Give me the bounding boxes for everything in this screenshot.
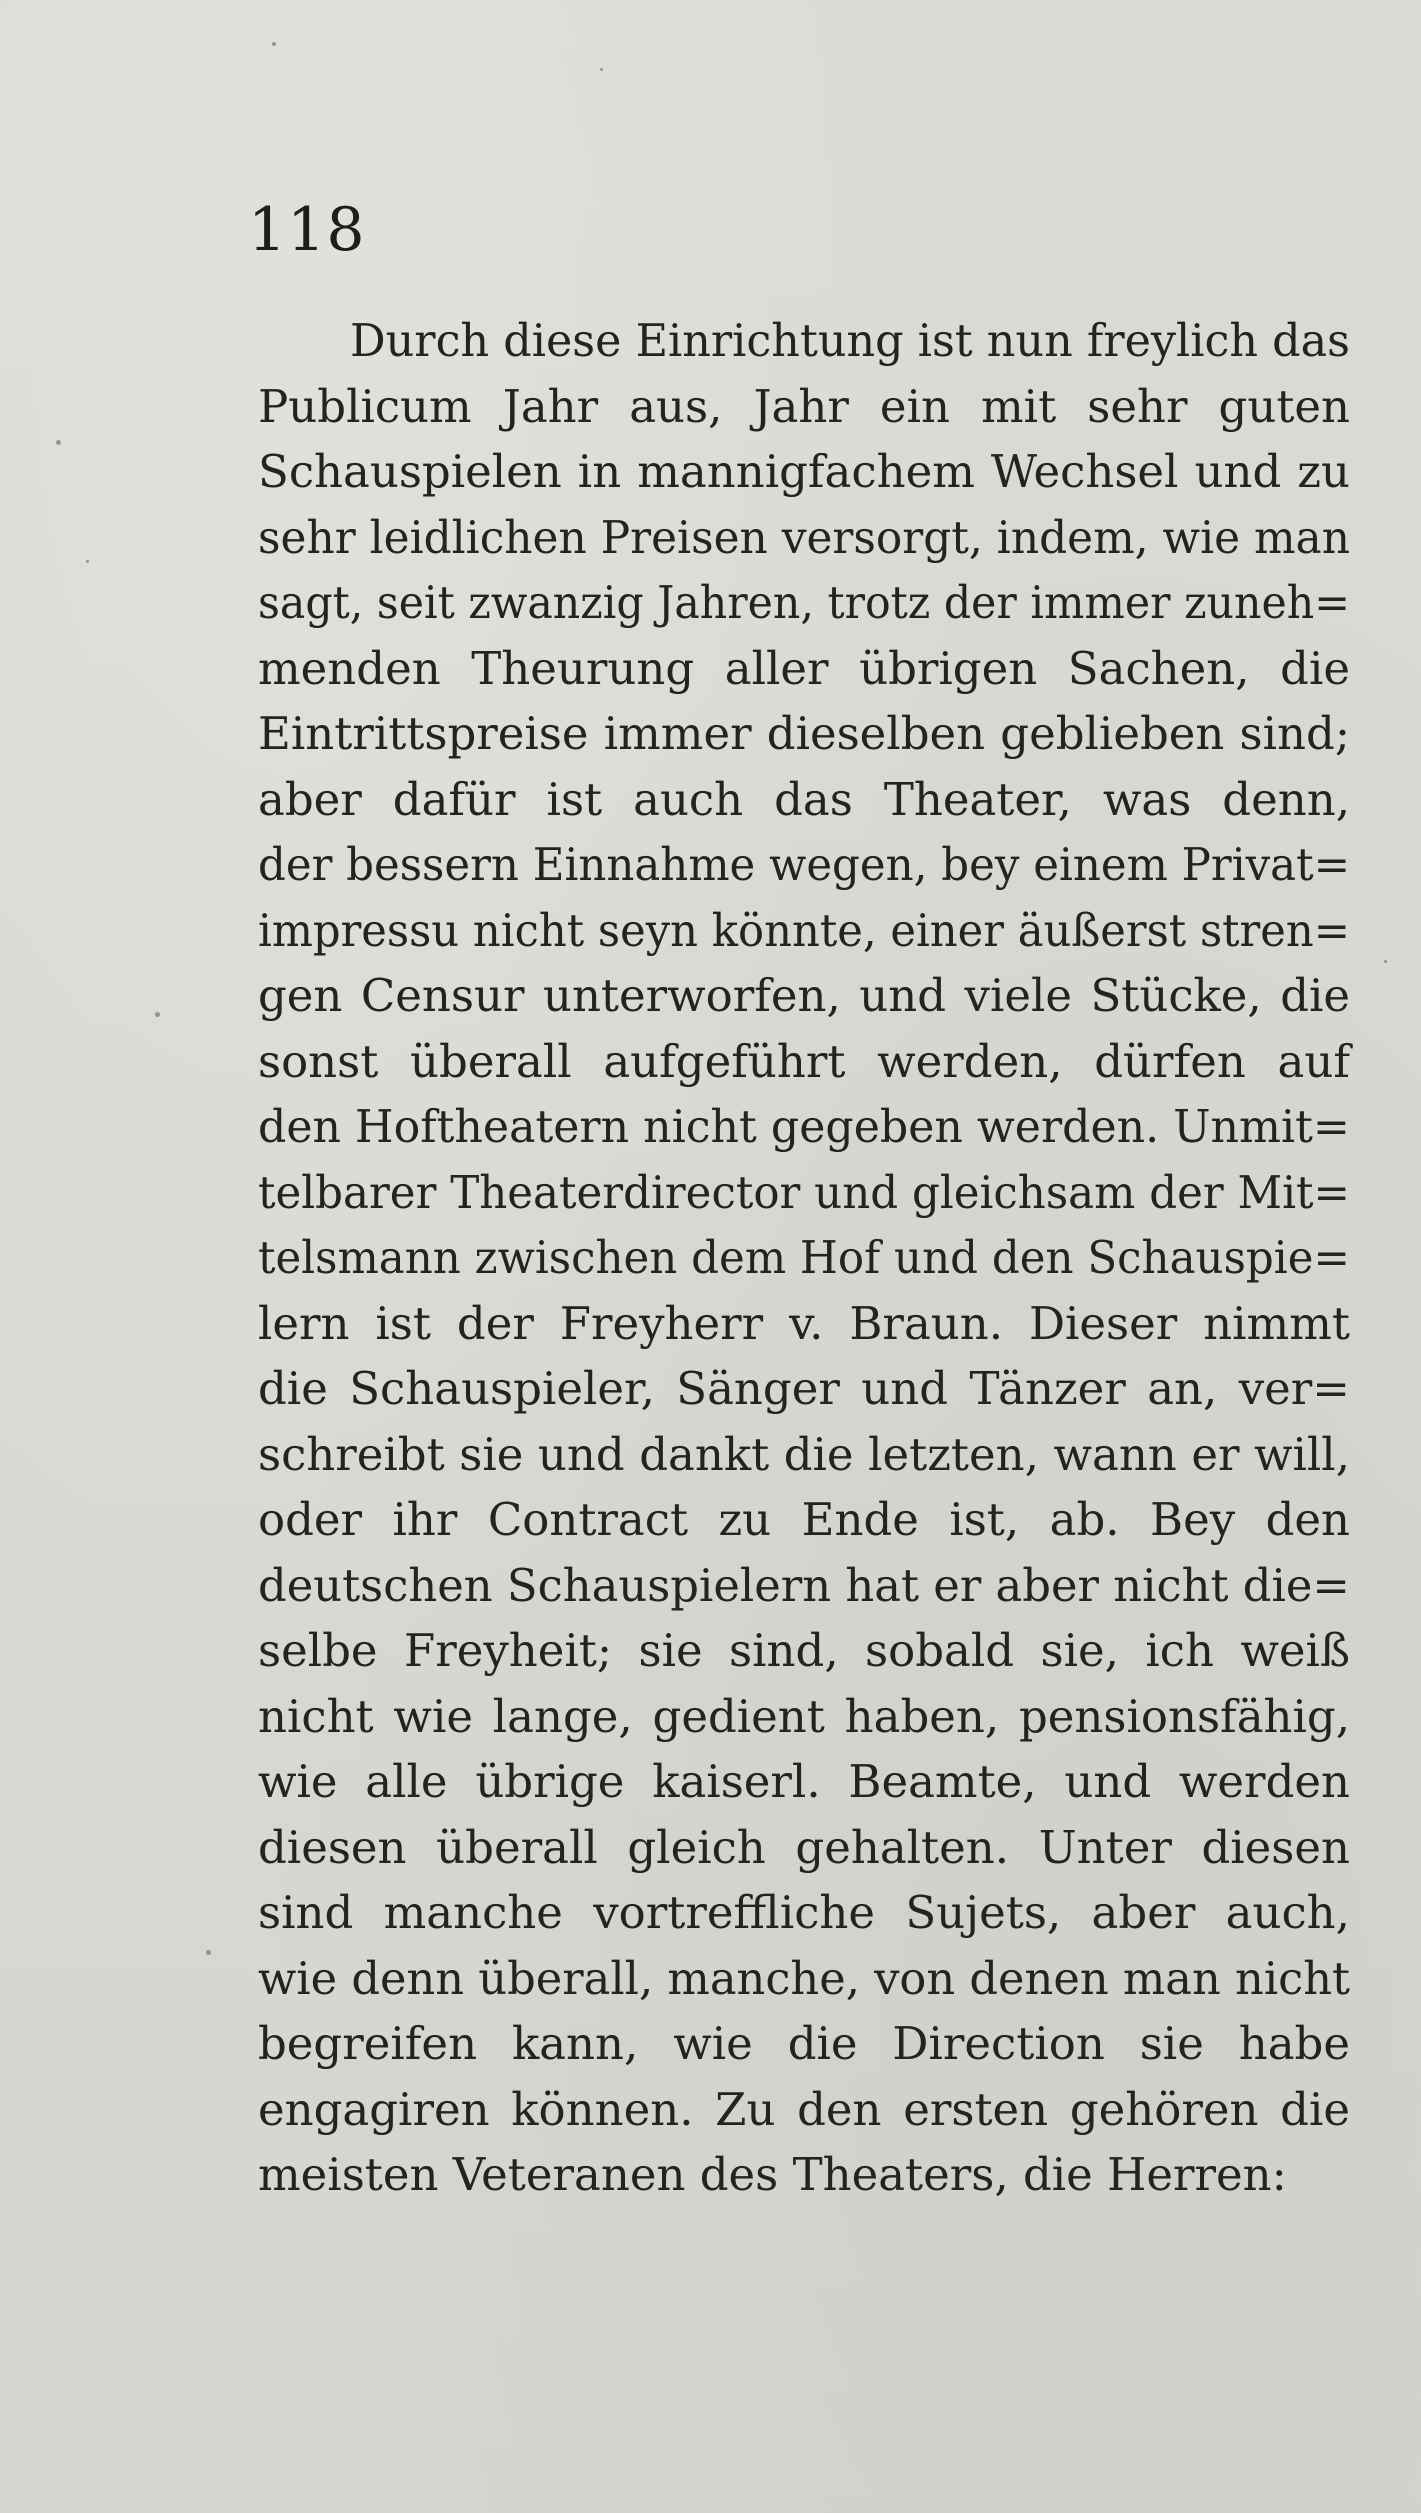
text-line: oder ihr Contract zu Ende ist, ab. Bey den <box>258 1493 1351 1546</box>
text-line: Durch diese Einrichtung ist nun freylich das <box>350 314 1350 367</box>
text-line: menden Theurung aller übrigen Sachen, die <box>258 641 1350 695</box>
text-line: die Schauspieler, Sänger und Tänzer an, ver= <box>258 1362 1351 1415</box>
text-line: lern ist der Freyherr v. Braun. Dieser nimmt <box>258 1296 1350 1350</box>
page-number: 118 <box>248 195 366 265</box>
text-line: gen Censur unterworfen, und viele Stücke, die <box>258 969 1351 1022</box>
text-line: sonst überall aufgeführt werden, dürfen auf <box>258 1034 1350 1088</box>
text-line: den Hoftheatern nicht gegeben werden. Unmit= <box>258 1100 1350 1153</box>
text-line: wie alle übrige kaiserl. Beamte, und werden <box>258 1755 1350 1808</box>
text-line: der bessern Einnahme wegen, bey einem Privat= <box>258 838 1351 891</box>
text-line: Schauspielen in mannigfachem Wechsel und zu <box>258 445 1351 498</box>
text-line: telsmann zwischen dem Hof und den Schauspie= <box>258 1231 1350 1284</box>
paper-speck <box>1384 960 1387 963</box>
paper-speck <box>206 1950 211 1955</box>
text-line: Eintrittspreise immer dieselben geblieben sind; <box>258 707 1350 760</box>
text-line: begreifen kann, wie die Direction sie habe <box>258 2017 1350 2070</box>
text-line: deutschen Schauspielern hat er aber nicht die= <box>258 1558 1350 1612</box>
text-line: Publicum Jahr aus, Jahr ein mit sehr guten <box>258 379 1351 433</box>
text-line: diesen überall gleich gehalten. Unter diesen <box>258 1820 1351 1874</box>
text-line: sagt, seit zwanzig Jahren, trotz der immer zuneh= <box>258 576 1350 629</box>
text-line: telbarer Theaterdirector und gleichsam der Mit= <box>258 1165 1351 1219</box>
paper-speck <box>56 440 61 445</box>
paper-speck <box>155 1012 160 1017</box>
text-line: engagiren können. Zu den ersten gehören die <box>258 2082 1350 2136</box>
paper-speck <box>272 42 276 46</box>
text-line: impressu nicht seyn könnte, einer äußerst stren= <box>258 903 1350 957</box>
paper-speck <box>600 68 603 71</box>
text-line: sind manche vortreffliche Sujets, aber auch, <box>258 1886 1350 1939</box>
text-line: sehr leidlichen Preisen versorgt, indem, wie man <box>258 510 1350 564</box>
text-line: selbe Freyheit; sie sind, sobald sie, ich weiß <box>258 1624 1351 1677</box>
text-line: nicht wie lange, gedient haben, pensionsfähig, <box>258 1689 1351 1743</box>
body-text <box>258 308 1350 2208</box>
text-line: meisten Veteranen des Theaters, die Herren: <box>258 2148 1287 2201</box>
text-line: schreibt sie und dankt die letzten, wann er will, <box>258 1427 1351 1481</box>
paper-speck <box>86 560 89 563</box>
text-line: wie denn überall, manche, von denen man nicht <box>258 1951 1351 2005</box>
text-line: aber dafür ist auch das Theater, was denn, <box>258 772 1350 826</box>
